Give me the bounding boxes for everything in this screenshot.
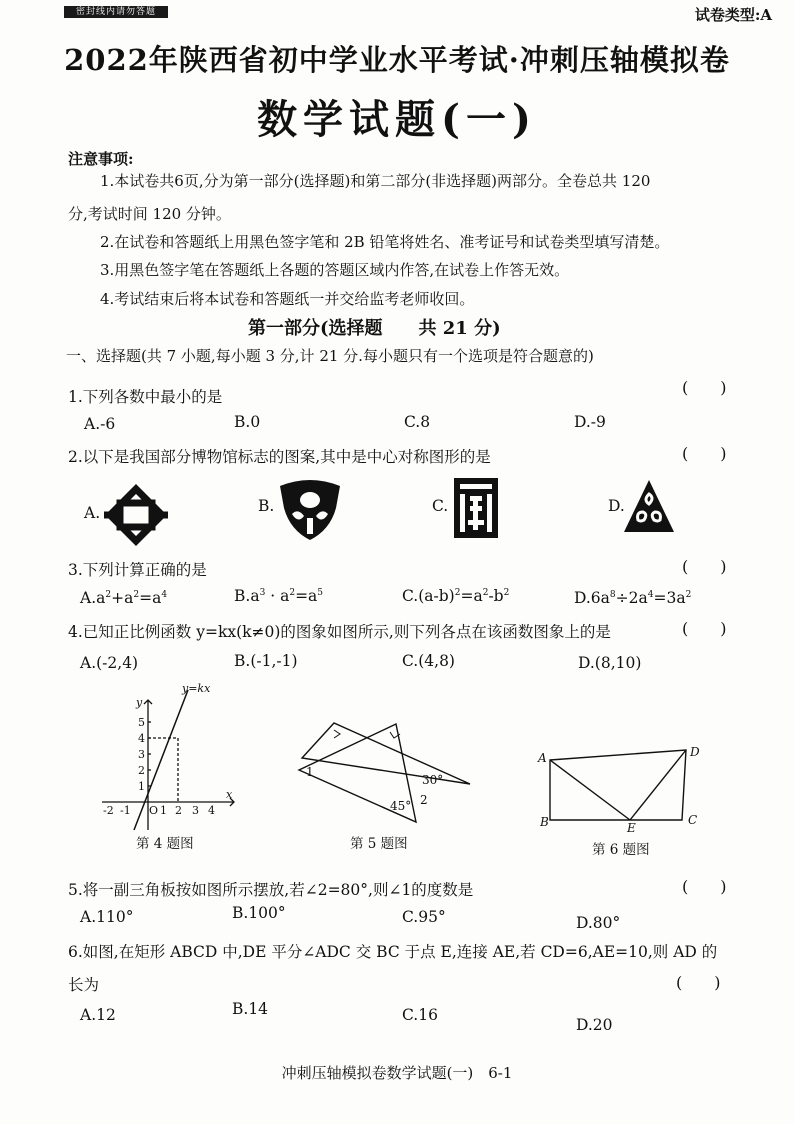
- q1-stem: 1.下列各数中最小的是: [68, 388, 223, 406]
- angle-45-label: 45°: [390, 799, 412, 813]
- q6-answer-paren: ( ): [676, 973, 721, 992]
- x-tick-1: 1: [160, 804, 167, 817]
- notice-item-4: 4.考试结束后将本试卷和答题纸一并交给监考老师收回。: [100, 290, 475, 308]
- q2-option-d: D.: [608, 497, 625, 515]
- museum-logo-c-character: [452, 476, 500, 540]
- q2-option-b: B.: [258, 497, 275, 515]
- y-tick-1: 1: [138, 780, 145, 793]
- q1-answer-paren: ( ): [682, 378, 727, 397]
- q1-option-d: D.-9: [574, 413, 606, 431]
- q2-stem: 2.以下是我国部分博物馆标志的图案,其中是中心对称图形的是: [68, 448, 491, 466]
- q1-option-b: B.0: [234, 413, 261, 431]
- q4-option-d: D.(8,10): [578, 654, 642, 672]
- point-b-label: B: [540, 815, 549, 829]
- q3-option-c: $C.(a-b)^2=a^2-b^2$: [402, 587, 510, 605]
- notice-item-2: 2.在试卷和答题纸上用黑色签字笔和 2B 铅笔将姓名、准考证号和试卷类型填写清楚。: [100, 233, 670, 251]
- q2-answer-paren: ( ): [682, 444, 727, 463]
- figure-4-caption: 第 4 题图: [136, 836, 194, 852]
- origin-label: O: [149, 804, 159, 817]
- notice-item-3: 3.用黑色签字笔在答题纸上各题的答题区域内作答,在试卷上作答无效。: [100, 261, 570, 279]
- q1-option-a: A.-6: [84, 415, 116, 433]
- museum-logo-a-knot: [100, 483, 172, 547]
- q4-answer-paren: ( ): [682, 619, 727, 638]
- triangle-30: [302, 723, 470, 784]
- q3-stem: 3.下列计算正确的是: [68, 561, 207, 579]
- q2-option-c: C.: [432, 497, 449, 515]
- exam-title: 2022年陕西省初中学业水平考试·冲刺压轴模拟卷: [64, 43, 730, 77]
- y-tick-3: 3: [138, 748, 145, 761]
- figure-5-triangles: [294, 718, 474, 828]
- notice-item-1: 1.本试卷共6页,分为第一部分(选择题)和第二部分(非选择题)两部分。全卷总共 120: [100, 172, 651, 190]
- q6-stem-cont: 长为: [68, 976, 100, 994]
- q3-option-d: $D.6a^8\div 2a^4=3a^2$: [574, 589, 692, 607]
- paper-type: 试卷类型:A: [694, 6, 772, 24]
- figure-6-caption: 第 6 题图: [592, 842, 650, 858]
- figure-6-rectangle: [534, 742, 714, 838]
- line-label: y=kx: [182, 682, 211, 695]
- q3-option-b: $B.a^3 \cdot a^2=a^5$: [234, 587, 324, 605]
- y-axis-label: y: [136, 696, 143, 709]
- y-tick-2: 2: [138, 764, 145, 777]
- q5-option-c: C.95°: [402, 908, 446, 926]
- angle-2-label: 2: [420, 793, 428, 807]
- x-tick--1: -1: [120, 804, 131, 817]
- part1-instructions: 一、选择题(共 7 小题,每小题 3 分,计 21 分.每小题只有一个选项是符合题意的): [66, 347, 594, 365]
- rectangle-abcd: [550, 750, 686, 820]
- x-tick-2: 2: [175, 804, 182, 817]
- point-e-label: E: [627, 821, 636, 835]
- point-a-label: A: [538, 751, 547, 765]
- q6-stem: 6.如图,在矩形 ABCD 中,DE 平分∠ADC 交 BC 于点 E,连接 AE,若 CD=6,AE=10,则 AD 的: [68, 943, 718, 961]
- y-tick-4: 4: [138, 732, 145, 745]
- figure-4-graph: [96, 680, 246, 840]
- q6-option-d: D.20: [576, 1016, 613, 1034]
- q6-option-c: C.16: [402, 1006, 438, 1024]
- q3-option-a: $A.a^2+a^2=a^4$: [80, 589, 168, 607]
- q6-option-b: B.14: [232, 1000, 269, 1018]
- q4-option-a: A.(-2,4): [80, 654, 139, 672]
- q1-option-c: C.8: [404, 413, 431, 431]
- segment-ae: [550, 760, 630, 820]
- point-c-label: C: [688, 813, 698, 827]
- q2-option-a: A.: [84, 504, 101, 522]
- q5-option-d: D.80°: [576, 914, 621, 932]
- page-footer: 冲刺压轴模拟卷数学试题(一) 6-1: [281, 1064, 513, 1082]
- figure-5-caption: 第 5 题图: [350, 836, 408, 852]
- x-tick--2: -2: [103, 804, 114, 817]
- q5-option-b: B.100°: [232, 904, 286, 922]
- notice-item-1-cont: 分,考试时间 120 分钟。: [68, 205, 231, 223]
- seal-line-stamp: 密封线内请勿答题: [64, 6, 168, 18]
- q4-stem: 4.已知正比例函数 y=kx(k≠0)的图象如图所示,则下列各点在该函数图象上的是: [68, 623, 611, 641]
- exam-subtitle: 数学试题(一): [257, 96, 537, 143]
- point-d-label: D: [690, 745, 700, 759]
- angle-1-label: 1: [306, 765, 314, 779]
- x-tick-4: 4: [208, 804, 215, 817]
- museum-logo-d-triangle: [622, 478, 676, 536]
- angle-30-label: 30°: [422, 773, 444, 787]
- museum-logo-b-mask: [274, 478, 346, 544]
- q4-option-c: C.(4,8): [402, 652, 455, 670]
- q4-option-b: B.(-1,-1): [234, 652, 298, 670]
- x-tick-3: 3: [192, 804, 199, 817]
- x-axis-label: x: [226, 788, 233, 801]
- q5-stem: 5.将一副三角板按如图所示摆放,若∠2=80°,则∠1的度数是: [68, 881, 474, 899]
- notice-heading: 注意事项:: [68, 150, 134, 168]
- q5-option-a: A.110°: [80, 908, 134, 926]
- q6-option-a: A.12: [80, 1006, 116, 1024]
- q5-answer-paren: ( ): [682, 877, 727, 896]
- part1-title: 第一部分(选择题 共 21 分): [248, 318, 501, 339]
- q3-answer-paren: ( ): [682, 557, 727, 576]
- y-tick-5: 5: [138, 716, 145, 729]
- segment-de: [630, 750, 686, 820]
